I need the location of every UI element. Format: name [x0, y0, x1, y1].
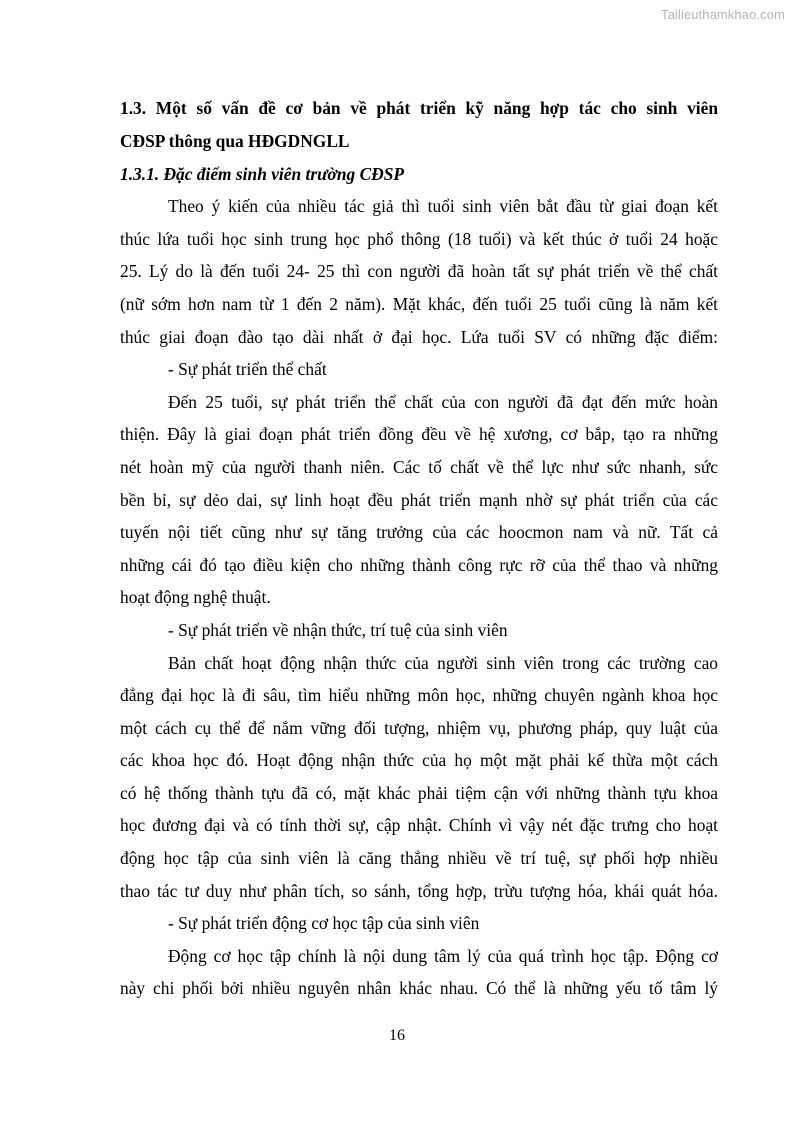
- watermark: Tailieuthamkhao.com: [660, 7, 785, 22]
- list-item-physical-development: - Sự phát triển thể chất: [168, 359, 327, 380]
- paragraph-line: 25. Lý do là đến tuổi 24- 25 thì con người đã hoàn tất sự phát triển về thể chất: [120, 261, 718, 282]
- paragraph-line: những cái đó tạo điều kiện cho những thành công rực rỡ của thể thao và những: [120, 554, 718, 575]
- paragraph-line: Theo ý kiến của nhiều tác giả thì tuổi sinh viên bắt đầu từ giai đoạn kết: [168, 196, 718, 217]
- paragraph-line: một cách cụ thể để nắm vững đối tượng, nhiệm vụ, phương pháp, quy luật của: [120, 717, 718, 738]
- paragraph-line: thúc giai đoạn đào tạo dài nhất ở đại học. Lứa tuổi SV có những đặc điểm:: [120, 326, 718, 347]
- paragraph-line: Đến 25 tuổi, sự phát triển thể chất của con người đã đạt đến mức hoàn: [168, 391, 718, 412]
- paragraph-line: thiện. Đây là giai đoạn phát triển đồng đều về hệ xương, cơ bắp, tạo ra những: [120, 424, 718, 445]
- paragraph-line: đẳng đại học là đi sâu, tìm hiểu những môn học, những chuyên ngành khoa học: [120, 685, 718, 706]
- paragraph-line: các khoa học đó. Hoạt động nhận thức của họ một mặt phải kế thừa một cách: [120, 750, 718, 771]
- list-item-motivation-development: - Sự phát triển động cơ học tập của sinh viên: [168, 913, 480, 934]
- paragraph-line: Động cơ học tập chính là nội dung tâm lý của quá trình học tập. Động cơ: [168, 945, 718, 966]
- paragraph-physical: [120, 386, 718, 614]
- paragraph-cognitive: [120, 647, 718, 908]
- paragraph-line: này chi phối bởi nhiều nguyên nhân khác nhau. Có thể là những yếu tố tâm lý: [120, 978, 718, 999]
- paragraph-line: hoạt động nghệ thuật.: [120, 587, 271, 608]
- paragraph-age-definition: [120, 190, 718, 353]
- section-heading-line-2: CĐSP thông qua HĐGDNGLL: [120, 131, 350, 151]
- paragraph-line: (nữ sớm hơn nam từ 1 đến 2 năm). Mặt khác, đến tuổi 25 tuổi cũng là năm kết: [120, 293, 718, 314]
- list-item-cognitive-development: - Sự phát triển về nhận thức, trí tuệ của sinh viên: [168, 619, 508, 640]
- paragraph-line: thao tác tư duy như phân tích, so sánh, tổng hợp, trừu tượng hóa, khái quát hóa.: [120, 880, 718, 901]
- paragraph-line: có hệ thống thành tựu đã có, mặt khác phải tiệm cận với những thành tựu khoa: [120, 782, 718, 803]
- subsection-heading: 1.3.1. Đặc điểm sinh viên trường CĐSP: [120, 163, 405, 184]
- paragraph-line: thúc lứa tuổi học sinh trung học phổ thông (18 tuổi) và kết thúc ở tuổi 24 hoặc: [120, 228, 718, 249]
- section-heading-line-1: 1.3. Một số vấn đề cơ bản về phát triển kỹ năng hợp tác cho sinh viên: [120, 98, 718, 118]
- paragraph-motivation: [120, 940, 718, 1005]
- paragraph-line: bền bỉ, sự dẻo dai, sự linh hoạt đều phát triển mạnh nhờ sự phát triển của các: [120, 489, 718, 510]
- paragraph-line: tuyến nội tiết cũng như sự tăng trưởng của các hoocmon nam và nữ. Tất cả: [120, 522, 718, 543]
- paragraph-line: nét hoàn mỹ của người thanh niên. Các tố chất về thể lực như sức nhanh, sức: [120, 456, 718, 477]
- paragraph-line: động học tập của sinh viên là căng thẳng nhiều về trí tuệ, sự phối hợp nhiều: [120, 848, 718, 869]
- paragraph-line: học đương đại và có tính thời sự, cập nhật. Chính vì vậy nét đặc trưng cho hoạt: [120, 815, 718, 836]
- page-number: 16: [389, 1027, 405, 1044]
- page-content: [120, 92, 718, 1005]
- paragraph-line: Bản chất hoạt động nhận thức của người sinh viên trong các trường cao: [168, 652, 718, 673]
